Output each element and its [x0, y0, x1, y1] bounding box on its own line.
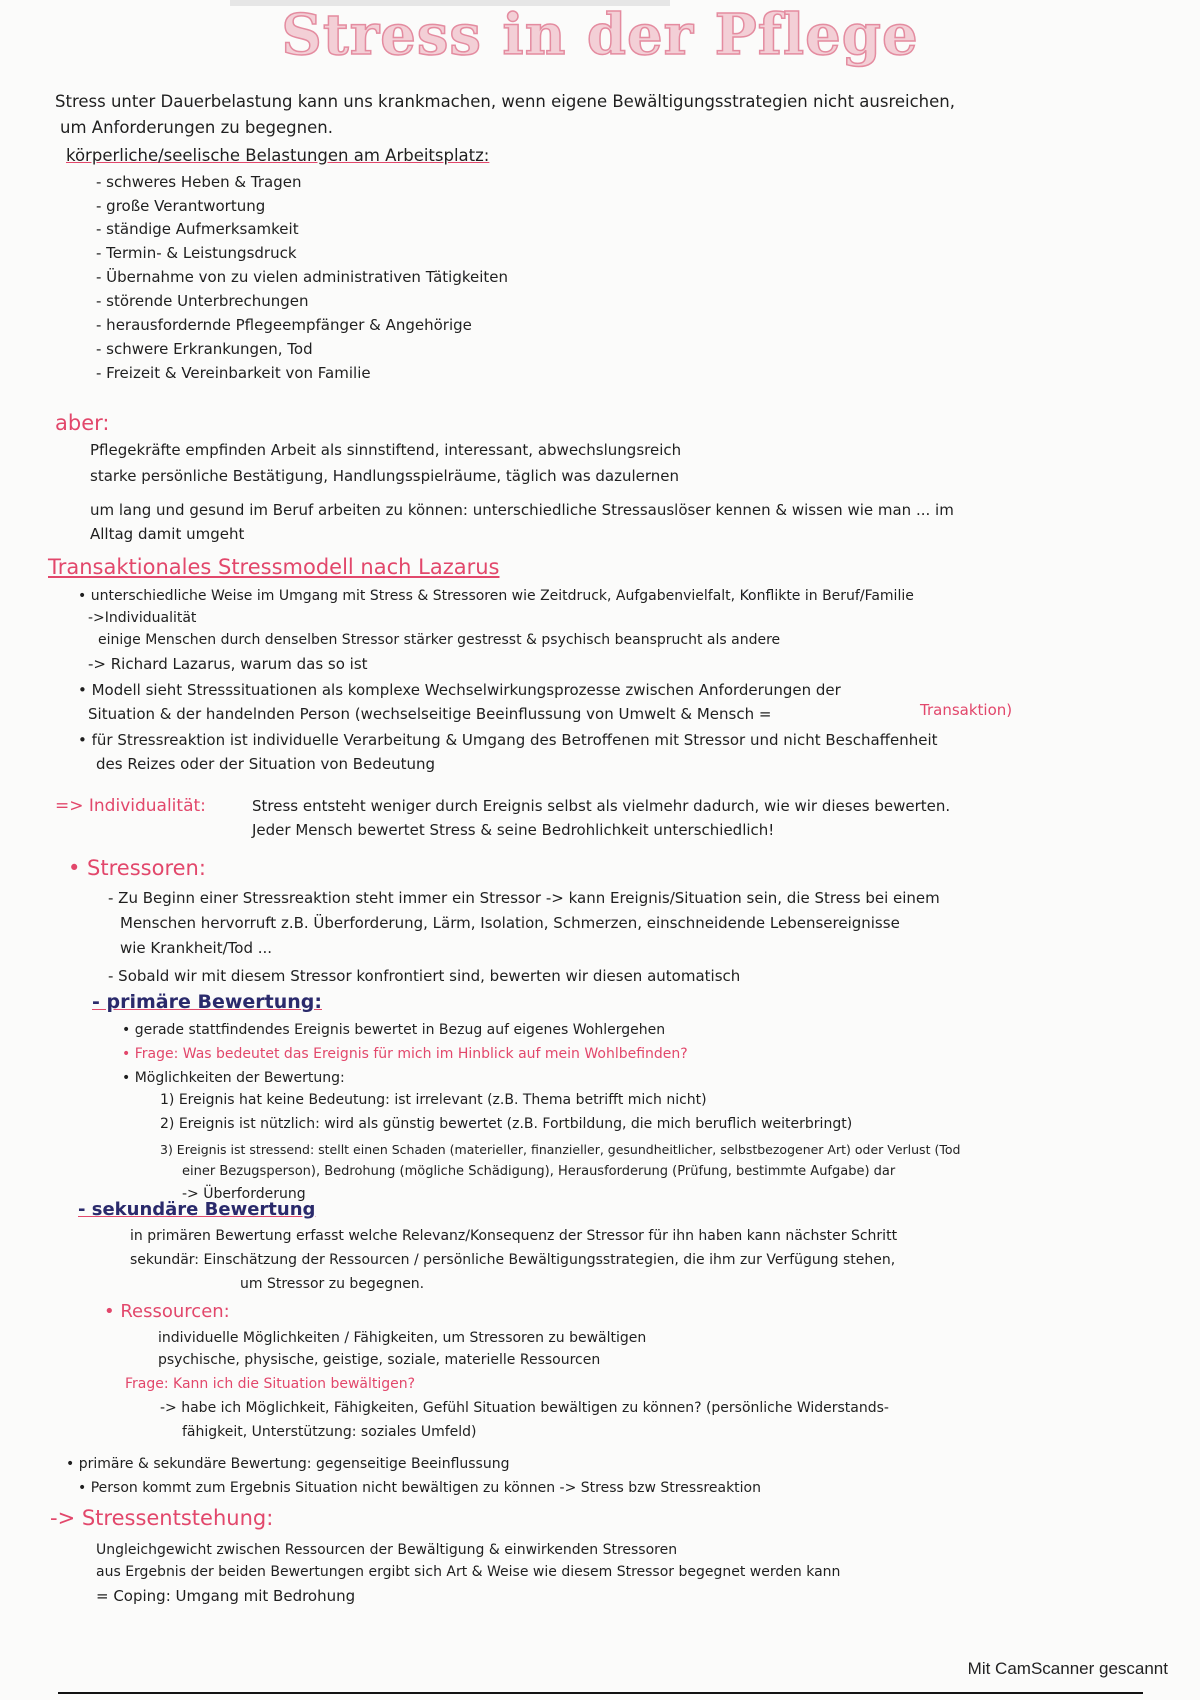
sekundaer-line: in primären Bewertung erfasst welche Relevanz/Konsequenz der Stressor für ihn haben kann nächster Schritt	[130, 1228, 898, 1244]
transaktion-term: Transaktion)	[920, 701, 1013, 719]
aber-line: Pflegekräfte empfinden Arbeit als sinnstiftend, interessant, abwechslungsreich	[90, 441, 682, 459]
lazarus-line: einige Menschen durch denselben Stressor stärker gestresst & psychisch beansprucht als andere	[98, 632, 781, 648]
stressoren-heading: • Stressoren:	[68, 856, 206, 880]
lazarus-line: des Reizes oder der Situation von Bedeutung	[96, 755, 436, 773]
bottom-rule	[58, 1692, 1143, 1694]
list-item: - schweres Heben & Tragen	[96, 173, 302, 191]
ressourcen-line: individuelle Möglichkeiten / Fähigkeiten, um Stressoren zu bewältigen	[158, 1330, 647, 1346]
stressoren-line: - Sobald wir mit diesem Stressor konfrontiert sind, bewerten wir diesen automatisch	[108, 967, 741, 985]
ressourcen-line: fähigkeit, Unterstützung: soziales Umfeld)	[182, 1424, 477, 1440]
entstehung-heading: -> Stressentstehung:	[50, 1506, 274, 1530]
aber-line: Alltag damit umgeht	[90, 525, 245, 543]
individualitaet-label: => Individualität:	[55, 796, 206, 816]
aber-line: starke persönliche Bestätigung, Handlungsspielräume, täglich was dazulernen	[90, 467, 680, 485]
list-item: - herausfordernde Pflegeempfänger & Angehörige	[96, 316, 472, 334]
lazarus-heading: Transaktionales Stressmodell nach Lazarus	[48, 555, 500, 579]
aber-heading: aber:	[55, 411, 110, 435]
lazarus-line: • für Stressreaktion ist individuelle Verarbeitung & Umgang des Betroffenen mit Stressor und nicht Beschaffenheit	[78, 731, 938, 749]
primaer-option: 1) Ereignis hat keine Bedeutung: ist irrelevant (z.B. Thema betrifft mich nicht)	[160, 1092, 707, 1108]
lazarus-line: • unterschiedliche Weise im Umgang mit Stress & Stressoren wie Zeitdruck, Aufgabenvielfalt, Konflikte in Beruf/Familie	[78, 588, 914, 604]
individualitaet-line: Jeder Mensch bewertet Stress & seine Bedrohlichkeit unterschiedlich!	[252, 821, 775, 839]
entstehung-line: Ungleichgewicht zwischen Ressourcen der Bewältigung & einwirkenden Stressoren	[96, 1542, 678, 1558]
lazarus-line: • Modell sieht Stresssituationen als komplexe Wechselwirkungsprozesse zwischen Anforderungen der	[78, 681, 841, 699]
list-item: - schwere Erkrankungen, Tod	[96, 340, 313, 358]
belastungen-heading: körperliche/seelische Belastungen am Arbeitsplatz:	[66, 146, 490, 165]
primaer-heading: - primäre Bewertung:	[92, 991, 322, 1013]
primaer-line: einer Bezugsperson), Bedrohung (mögliche Schädigung), Herausforderung (Prüfung, bestimmte Aufgabe) dar	[182, 1164, 896, 1179]
primaer-option: 2) Ereignis ist nützlich: wird als günstig bewertet (z.B. Fortbildung, die mich beruflich weiterbringt)	[160, 1116, 853, 1132]
sekundaer-line: sekundär: Einschätzung der Ressourcen / persönliche Bewältigungsstrategien, die ihm zur Verfügung stehen,	[130, 1252, 896, 1268]
ressourcen-line: -> habe ich Möglichkeit, Fähigkeiten, Gefühl Situation bewältigen zu können? (persönliche Widerstands-	[160, 1400, 889, 1416]
ressourcen-line: psychische, physische, geistige, soziale, materielle Ressourcen	[158, 1352, 601, 1368]
list-item: - Freizeit & Vereinbarkeit von Familie	[96, 364, 371, 382]
aber-line: um lang und gesund im Beruf arbeiten zu können: unterschiedliche Stressauslöser kennen & wissen wie man ... im	[90, 501, 954, 519]
list-item: - störende Unterbrechungen	[96, 292, 309, 310]
intro-line: Stress unter Dauerbelastung kann uns krankmachen, wenn eigene Bewältigungsstrategien nicht ausreichen,	[55, 92, 955, 111]
primaer-line: • gerade stattfindendes Ereignis bewertet in Bezug auf eigenes Wohlergehen	[122, 1022, 666, 1038]
sekundaer-line: um Stressor zu begegnen.	[240, 1276, 425, 1292]
lazarus-line: ->Individualität	[88, 610, 197, 626]
stressoren-line: Menschen hervorruft z.B. Überforderung, Lärm, Isolation, Schmerzen, einschneidende Lebensereignisse	[120, 914, 900, 932]
primaer-line: -> Überforderung	[182, 1186, 306, 1202]
ressourcen-heading: • Ressourcen:	[104, 1301, 230, 1322]
lazarus-line: Situation & der handelnden Person (wechselseitige Beeinflussung von Umwelt & Mensch =	[88, 705, 772, 723]
list-item: - ständige Aufmerksamkeit	[96, 220, 299, 238]
scanner-watermark: Mit CamScanner gescannt	[967, 1659, 1168, 1678]
primaer-frage: • Frage: Was bedeutet das Ereignis für mich im Hinblick auf mein Wohlbefinden?	[122, 1046, 688, 1062]
entstehung-line: = Coping: Umgang mit Bedrohung	[96, 1587, 356, 1605]
individualitaet-line: Stress entsteht weniger durch Ereignis selbst als vielmehr dadurch, wie wir dieses bewerten.	[252, 797, 951, 815]
sekundaer-heading: - sekundäre Bewertung	[78, 1199, 316, 1220]
stressoren-line: wie Krankheit/Tod ...	[120, 939, 273, 957]
entstehung-line: aus Ergebnis der beiden Bewertungen ergibt sich Art & Weise wie diesem Stressor begegnet werden kann	[96, 1564, 841, 1580]
list-item: - große Verantwortung	[96, 197, 266, 215]
intro-line: um Anforderungen zu begegnen.	[60, 118, 333, 137]
primaer-option: 3) Ereignis ist stressend: stellt einen Schaden (materieller, finanzieller, gesundheitlicher, selbstbezogener Art) oder Verlust (Tod	[160, 1142, 961, 1157]
zusammen-line: • Person kommt zum Ergebnis Situation nicht bewältigen zu können -> Stress bzw Stressreaktion	[78, 1480, 761, 1496]
list-item: - Termin- & Leistungsdruck	[96, 244, 297, 262]
stressoren-line: - Zu Beginn einer Stressreaktion steht immer ein Stressor -> kann Ereignis/Situation sein, die Stress bei einem	[108, 889, 940, 907]
list-item: - Übernahme von zu vielen administrativen Tätigkeiten	[96, 268, 509, 286]
lazarus-line: -> Richard Lazarus, warum das so ist	[88, 655, 368, 673]
zusammen-line: • primäre & sekundäre Bewertung: gegenseitige Beeinflussung	[66, 1456, 510, 1472]
page-title: Stress in der Pflege	[281, 2, 919, 68]
ressourcen-frage: Frage: Kann ich die Situation bewältigen?	[125, 1376, 416, 1392]
primaer-line: • Möglichkeiten der Bewertung:	[122, 1070, 345, 1086]
